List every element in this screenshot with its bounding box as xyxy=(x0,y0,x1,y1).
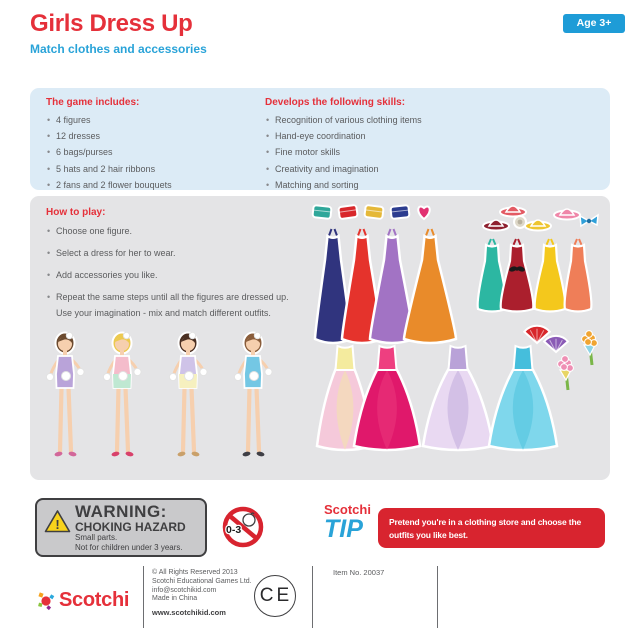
scotchi-logo-icon xyxy=(37,590,56,612)
footer-divider xyxy=(437,566,438,628)
list-item: • Matching and sorting xyxy=(265,177,595,193)
ball-gown-4 xyxy=(489,346,557,450)
short-dress-3 xyxy=(535,239,566,312)
website-url: www.scotchikid.com xyxy=(152,608,226,618)
tip-brand-name: Scotchi xyxy=(324,502,371,517)
age-badge: Age 3+ xyxy=(563,14,625,33)
company-name: Scotchi Educational Games Ltd. xyxy=(152,577,252,585)
long-gown-3 xyxy=(370,229,414,343)
skills-column xyxy=(265,97,595,193)
how-to-play-heading: How to play: xyxy=(46,207,106,218)
bag-4 xyxy=(390,205,409,219)
short-dress-1 xyxy=(478,239,507,312)
page-subtitle: Match clothes and accessories xyxy=(30,42,207,56)
footer-divider xyxy=(143,566,144,628)
list-item: • Recognition of various clothing items xyxy=(265,112,595,128)
warning-subtitle: CHOKING HAZARD xyxy=(75,520,186,534)
list-item: • Choose one figure. xyxy=(46,225,308,237)
footer-divider xyxy=(312,566,313,628)
skills-list xyxy=(265,112,595,193)
long-gown-2 xyxy=(342,229,382,343)
age-range-label: 0-3 xyxy=(226,524,242,536)
list-item xyxy=(46,291,308,319)
hair-ribbon-blue xyxy=(580,215,598,226)
hair-ribbon-white xyxy=(514,216,526,228)
short-dress-2 xyxy=(501,239,534,312)
origin-text: Made in China xyxy=(152,595,198,603)
tip-brand-label: TIP xyxy=(324,515,363,543)
exclamation-glyph: ! xyxy=(55,517,60,532)
list-item: • 6 bags/purses xyxy=(46,144,256,160)
list-item: • Fine motor skills xyxy=(265,144,595,160)
brand-name: Scotchi xyxy=(59,589,130,611)
ce-mark: CE xyxy=(254,575,296,617)
includes-list xyxy=(46,112,256,193)
page-title: Girls Dress Up xyxy=(30,10,193,37)
step-extra-text: Use your imagination - mix and match different outfits. xyxy=(56,308,271,318)
long-gown-4 xyxy=(404,229,456,343)
choking-hazard-warning xyxy=(35,498,207,557)
doll-figure-4 xyxy=(234,332,272,457)
hat-2 xyxy=(500,206,526,217)
scotchi-logo xyxy=(37,589,129,612)
bag-3 xyxy=(364,205,383,219)
warning-line: Not for children under 3 years. xyxy=(75,542,183,552)
item-number: Item No. 20037 xyxy=(333,568,385,577)
flower-bouquet-1 xyxy=(582,331,598,365)
ball-gown-3 xyxy=(423,346,493,450)
heart-purse xyxy=(418,206,430,219)
game-info-panel xyxy=(30,88,610,190)
fan-1 xyxy=(524,326,550,343)
long-gown-1 xyxy=(315,229,351,343)
list-item: • 12 dresses xyxy=(46,128,256,144)
how-to-play-steps xyxy=(46,225,308,329)
flower-bouquet-2 xyxy=(558,356,574,390)
ball-gown-2 xyxy=(354,346,420,450)
list-item: • 5 hats and 2 hair ribbons xyxy=(46,161,256,177)
bag-2 xyxy=(338,205,357,219)
tip-text-box: Pretend you're in a clothing store and choose the outfits you like best. xyxy=(378,508,605,548)
list-item: • 2 fans and 2 flower bouquets xyxy=(46,177,256,193)
hat-3 xyxy=(525,220,551,231)
includes-column xyxy=(46,97,256,193)
hat-1 xyxy=(483,220,509,231)
doll-figure-3 xyxy=(169,332,207,457)
list-item: • Creativity and imagination xyxy=(265,161,595,177)
doll-figure-2 xyxy=(103,332,141,457)
how-to-play-panel xyxy=(30,196,610,480)
skills-heading: Develops the following skills: xyxy=(265,97,406,108)
list-item: • Hand-eye coordination xyxy=(265,128,595,144)
warning-text xyxy=(75,503,205,552)
warning-line: Small parts. xyxy=(75,533,118,542)
step-text: Repeat the same steps until all the figures are dressed up. xyxy=(56,292,289,302)
tip-brand xyxy=(324,503,380,542)
includes-heading: The game includes: xyxy=(46,97,140,108)
copyright-text: © All Rights Reserved 2013 xyxy=(152,569,238,576)
warning-triangle-icon xyxy=(44,509,71,534)
fan-2 xyxy=(544,336,568,352)
ball-gown-1 xyxy=(317,346,373,450)
age-prohibition-icon xyxy=(221,505,265,549)
list-item: • 4 figures xyxy=(46,112,256,128)
contact-email: info@scotchikid.com xyxy=(152,586,217,594)
doll-figure-1 xyxy=(46,332,84,457)
warning-title: WARNING: xyxy=(75,502,167,521)
footer-text-block xyxy=(152,569,252,618)
short-dress-4 xyxy=(565,239,592,312)
bag-1 xyxy=(312,205,331,219)
list-item: • Select a dress for her to wear. xyxy=(46,247,308,259)
hat-4 xyxy=(554,209,580,220)
list-item: • Add accessories you like. xyxy=(46,269,308,281)
